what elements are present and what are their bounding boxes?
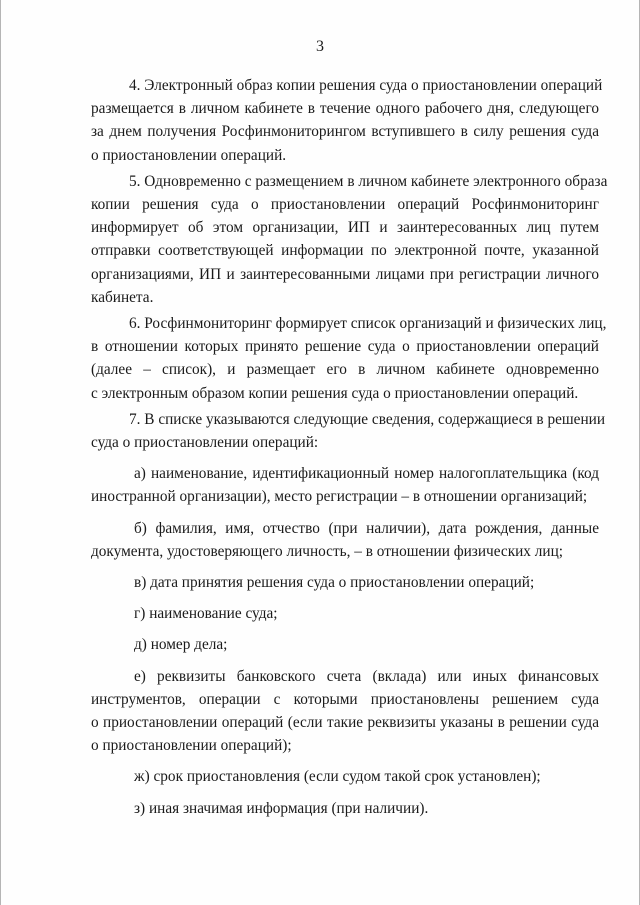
text-line: а) наименование, идентификационный номер налогоплательщика (код xyxy=(134,465,599,483)
list-item-z xyxy=(91,797,599,820)
list-item-v xyxy=(91,571,599,594)
document-body xyxy=(91,74,608,820)
text-line: в) дата принятия решения суда о приостановлении операций; xyxy=(134,574,535,592)
list-item-g xyxy=(91,602,599,625)
list-item-b xyxy=(91,517,599,563)
text-line: кабинета. xyxy=(91,288,154,306)
paragraph-5 xyxy=(91,170,608,309)
text-line: 7. В списке указываются следующие сведения, содержащиеся в решении xyxy=(129,410,606,428)
text-line: 6. Росфинмониторинг формирует список организаций и физических лиц, xyxy=(129,315,607,333)
text-line: о приостановлении операций. xyxy=(91,146,287,164)
text-line: (далее – список), и размещает его в личном кабинете одновременно xyxy=(91,361,599,379)
page-number: 3 xyxy=(316,38,324,55)
text-line: о приостановлении операций (если такие реквизиты указаны в решении суда xyxy=(91,714,599,732)
text-line: отправки соответствующей информации по электронной почте, указанной xyxy=(91,242,599,260)
paragraph-6 xyxy=(91,312,607,405)
text-line: 5. Одновременно с размещением в личном кабинете электронного образа xyxy=(129,172,608,190)
text-line: за днем получения Росфинмониторингом вступившего в силу решения суда xyxy=(91,123,599,141)
text-line: с электронным образом копии решения суда о приостановлении операций. xyxy=(91,384,579,402)
text-line: суда о приостановлении операций: xyxy=(91,434,319,452)
list-item-d xyxy=(91,633,599,656)
text-line: информирует об этом организации, ИП и заинтересованных лиц путем xyxy=(91,219,599,237)
text-line: б) фамилия, имя, отчество (при наличии), дата рождения, данные xyxy=(134,519,599,537)
text-line: д) номер дела; xyxy=(134,636,228,654)
text-line: размещается в личном кабинете в течение одного рабочего дня, следующего xyxy=(91,100,599,118)
list-item-e xyxy=(91,665,599,758)
paragraph-7 xyxy=(91,408,606,454)
text-line: иностранной организации), место регистрации – в отношении организаций; xyxy=(91,488,588,506)
text-line: г) наименование суда; xyxy=(134,605,278,623)
text-line: о приостановлении операций); xyxy=(91,737,292,755)
list-item-a xyxy=(91,462,599,508)
text-line: 4. Электронный образ копии решения суда о приостановлении операций xyxy=(129,77,603,94)
text-line: инструментов, операции с которыми приостановлены решением суда xyxy=(91,690,599,708)
text-line: е) реквизиты банковского счета (вклада) или иных финансовых xyxy=(134,667,599,685)
text-line: в отношении которых принято решение суда о приостановлении операций xyxy=(91,338,599,356)
text-line: з) иная значимая информация (при наличии). xyxy=(134,799,429,817)
text-line: копии решения суда о приостановлении операций Росфинмониторинг xyxy=(91,196,599,214)
text-line: документа, удостоверяющего личность, – в отношении физических лиц; xyxy=(91,542,564,560)
text-line: ж) срок приостановления (если судом такой срок установлен); xyxy=(134,768,541,786)
paragraph-4 xyxy=(91,74,603,167)
list-item-zh xyxy=(91,765,599,788)
text-line: организациями, ИП и заинтересованными лицами при регистрации личного xyxy=(91,265,599,283)
